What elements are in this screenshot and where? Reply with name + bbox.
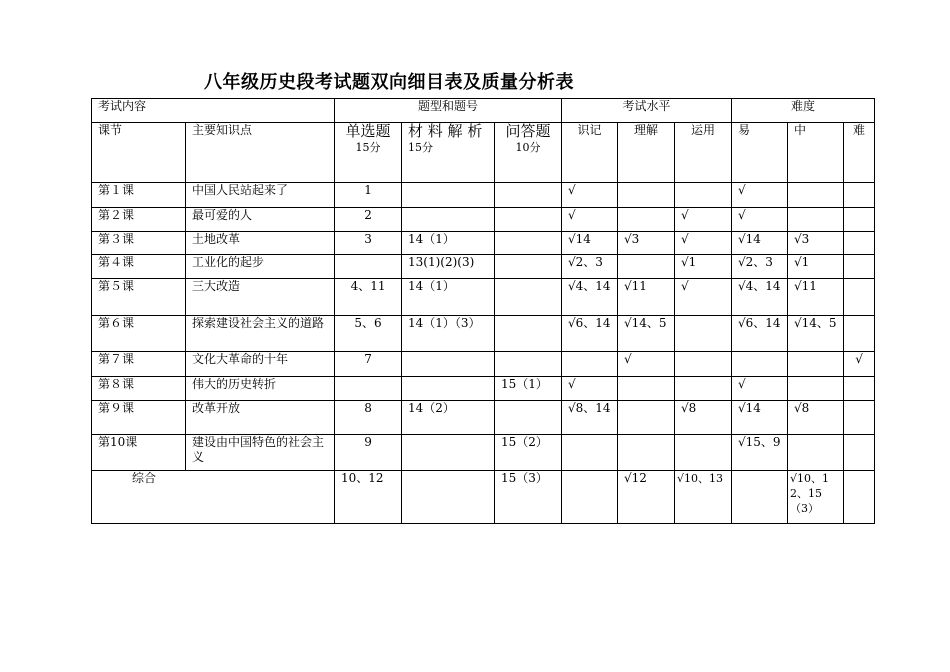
summary-material <box>402 471 495 524</box>
easy-cell: √14 <box>732 232 788 255</box>
understand-cell: √11 <box>618 279 675 316</box>
recall-cell: √ <box>562 183 618 208</box>
topic-cell: 三大改造 <box>186 279 335 316</box>
easy-cell: √ <box>732 183 788 208</box>
recall-cell: √14 <box>562 232 618 255</box>
group-content-header: 考试内容 <box>92 99 335 123</box>
table-row <box>92 435 875 471</box>
easy-cell: √ <box>732 208 788 232</box>
col-medium-header: 中 <box>788 123 844 183</box>
single-choice-cell: 4、11 <box>335 279 402 316</box>
summary-label: 综合 <box>92 471 335 524</box>
qa-cell <box>495 316 562 352</box>
apply-cell <box>675 435 732 471</box>
hard-cell <box>844 377 875 401</box>
single-choice-cell: 2 <box>335 208 402 232</box>
medium-cell: √11 <box>788 279 844 316</box>
recall-cell: √6、14 <box>562 316 618 352</box>
table-row <box>92 279 875 316</box>
apply-cell: √ <box>675 208 732 232</box>
recall-cell: √4、14 <box>562 279 618 316</box>
easy-cell: √2、3 <box>732 255 788 279</box>
summary-single: 10、12 <box>335 471 402 524</box>
understand-cell <box>618 435 675 471</box>
col-easy-header: 易 <box>732 123 788 183</box>
medium-cell <box>788 208 844 232</box>
document-title: 八年级历史段考试题双向细目表及质量分析表 <box>204 72 574 93</box>
lesson-cell: 第２课 <box>92 208 186 232</box>
summary-understand: √12 <box>618 471 675 524</box>
summary-apply: √10、13 <box>675 471 732 524</box>
lesson-cell: 第９课 <box>92 401 186 435</box>
lesson-cell: 第３课 <box>92 232 186 255</box>
hard-cell <box>844 232 875 255</box>
topic-cell: 土地改革 <box>186 232 335 255</box>
table-row <box>92 377 875 401</box>
single-choice-cell <box>335 377 402 401</box>
lesson-cell: 第８课 <box>92 377 186 401</box>
apply-cell <box>675 352 732 377</box>
understand-cell <box>618 255 675 279</box>
col-material-score: 15分 <box>408 141 434 154</box>
single-choice-cell: 7 <box>335 352 402 377</box>
topic-cell: 工业化的起步 <box>186 255 335 279</box>
hard-cell: √ <box>844 352 875 377</box>
material-cell: 13(1)(2)(3) <box>402 255 495 279</box>
hard-cell <box>844 401 875 435</box>
col-hard-header: 难 <box>844 123 875 183</box>
col-knowledge-header: 主要知识点 <box>186 123 335 183</box>
col-single-label: 单选题 <box>345 122 391 140</box>
understand-cell <box>618 401 675 435</box>
apply-cell <box>675 377 732 401</box>
col-qa-header <box>495 123 562 183</box>
understand-cell: √ <box>618 352 675 377</box>
col-understand-header: 理解 <box>618 123 675 183</box>
lesson-cell: 第６课 <box>92 316 186 352</box>
qa-cell <box>495 401 562 435</box>
summary-qa: 15（3） <box>495 471 562 524</box>
easy-cell: √4、14 <box>732 279 788 316</box>
easy-cell <box>732 352 788 377</box>
qa-cell <box>495 255 562 279</box>
hard-cell <box>844 435 875 471</box>
col-material-label: 材 料 解 析 <box>408 122 483 140</box>
topic-cell: 文化大革命的十年 <box>186 352 335 377</box>
col-material-header <box>402 123 495 183</box>
understand-cell <box>618 183 675 208</box>
table-row <box>92 232 875 255</box>
col-apply-header: 运用 <box>675 123 732 183</box>
group-level-header: 考试水平 <box>562 99 732 123</box>
material-cell <box>402 377 495 401</box>
medium-cell: √1 <box>788 255 844 279</box>
material-cell: 14（1）（3） <box>402 316 495 352</box>
col-single-header <box>335 123 402 183</box>
recall-cell: √ <box>562 377 618 401</box>
understand-cell <box>618 208 675 232</box>
material-cell <box>402 352 495 377</box>
apply-cell: √ <box>675 279 732 316</box>
medium-cell <box>788 377 844 401</box>
table-row <box>92 208 875 232</box>
lesson-cell: 第４课 <box>92 255 186 279</box>
topic-cell: 最可爱的人 <box>186 208 335 232</box>
col-single-score: 15分 <box>355 141 381 154</box>
apply-cell: √1 <box>675 255 732 279</box>
single-choice-cell <box>335 255 402 279</box>
lesson-cell: 第10课 <box>92 435 186 471</box>
material-cell <box>402 183 495 208</box>
recall-cell <box>562 352 618 377</box>
summary-recall <box>562 471 618 524</box>
understand-cell <box>618 377 675 401</box>
qa-cell <box>495 232 562 255</box>
table-row <box>92 183 875 208</box>
recall-cell: √2、3 <box>562 255 618 279</box>
apply-cell <box>675 183 732 208</box>
qa-cell <box>495 352 562 377</box>
summary-row <box>92 471 875 524</box>
col-lesson-header: 课节 <box>92 123 186 183</box>
single-choice-cell: 9 <box>335 435 402 471</box>
col-recall-header: 识记 <box>562 123 618 183</box>
hard-cell <box>844 279 875 316</box>
qa-cell: 15（1） <box>495 377 562 401</box>
single-choice-cell: 3 <box>335 232 402 255</box>
understand-cell: √3 <box>618 232 675 255</box>
single-choice-cell: 1 <box>335 183 402 208</box>
single-choice-cell: 8 <box>335 401 402 435</box>
hard-cell <box>844 183 875 208</box>
medium-cell: √14、5 <box>788 316 844 352</box>
analysis-table <box>91 98 875 524</box>
medium-cell <box>788 352 844 377</box>
summary-hard <box>844 471 875 524</box>
table-row <box>92 401 875 435</box>
topic-cell: 中国人民站起来了 <box>186 183 335 208</box>
hard-cell <box>844 316 875 352</box>
hard-cell <box>844 255 875 279</box>
apply-cell <box>675 316 732 352</box>
medium-cell: √8 <box>788 401 844 435</box>
group-header-row <box>92 99 875 123</box>
lesson-cell: 第７课 <box>92 352 186 377</box>
qa-cell <box>495 279 562 316</box>
understand-cell: √14、5 <box>618 316 675 352</box>
medium-cell <box>788 435 844 471</box>
recall-cell <box>562 435 618 471</box>
easy-cell: √6、14 <box>732 316 788 352</box>
topic-cell: 探索建设社会主义的道路 <box>186 316 335 352</box>
lesson-cell: 第５课 <box>92 279 186 316</box>
summary-easy <box>732 471 788 524</box>
table-row <box>92 352 875 377</box>
medium-cell: √3 <box>788 232 844 255</box>
material-cell: 14（1） <box>402 232 495 255</box>
material-cell <box>402 435 495 471</box>
qa-cell <box>495 208 562 232</box>
topic-cell: 建设由中国特色的社会主义 <box>186 435 335 471</box>
table-row <box>92 316 875 352</box>
topic-cell: 伟大的历史转折 <box>186 377 335 401</box>
hard-cell <box>844 208 875 232</box>
material-cell: 14（2） <box>402 401 495 435</box>
summary-medium: √10、12、15（3） <box>788 471 844 524</box>
qa-cell: 15（2） <box>495 435 562 471</box>
recall-cell: √8、14 <box>562 401 618 435</box>
easy-cell: √ <box>732 377 788 401</box>
lesson-cell: 第１课 <box>92 183 186 208</box>
medium-cell <box>788 183 844 208</box>
single-choice-cell: 5、6 <box>335 316 402 352</box>
recall-cell: √ <box>562 208 618 232</box>
table-row <box>92 255 875 279</box>
col-qa-score: 10分 <box>515 141 541 154</box>
easy-cell: √15、9 <box>732 435 788 471</box>
apply-cell: √8 <box>675 401 732 435</box>
material-cell <box>402 208 495 232</box>
apply-cell: √ <box>675 232 732 255</box>
col-qa-label: 问答题 <box>505 122 551 140</box>
group-type-header: 题型和题号 <box>335 99 562 123</box>
material-cell: 14（1） <box>402 279 495 316</box>
group-difficulty-header: 难度 <box>732 99 875 123</box>
topic-cell: 改革开放 <box>186 401 335 435</box>
column-header-row <box>92 123 875 183</box>
easy-cell: √14 <box>732 401 788 435</box>
qa-cell <box>495 183 562 208</box>
